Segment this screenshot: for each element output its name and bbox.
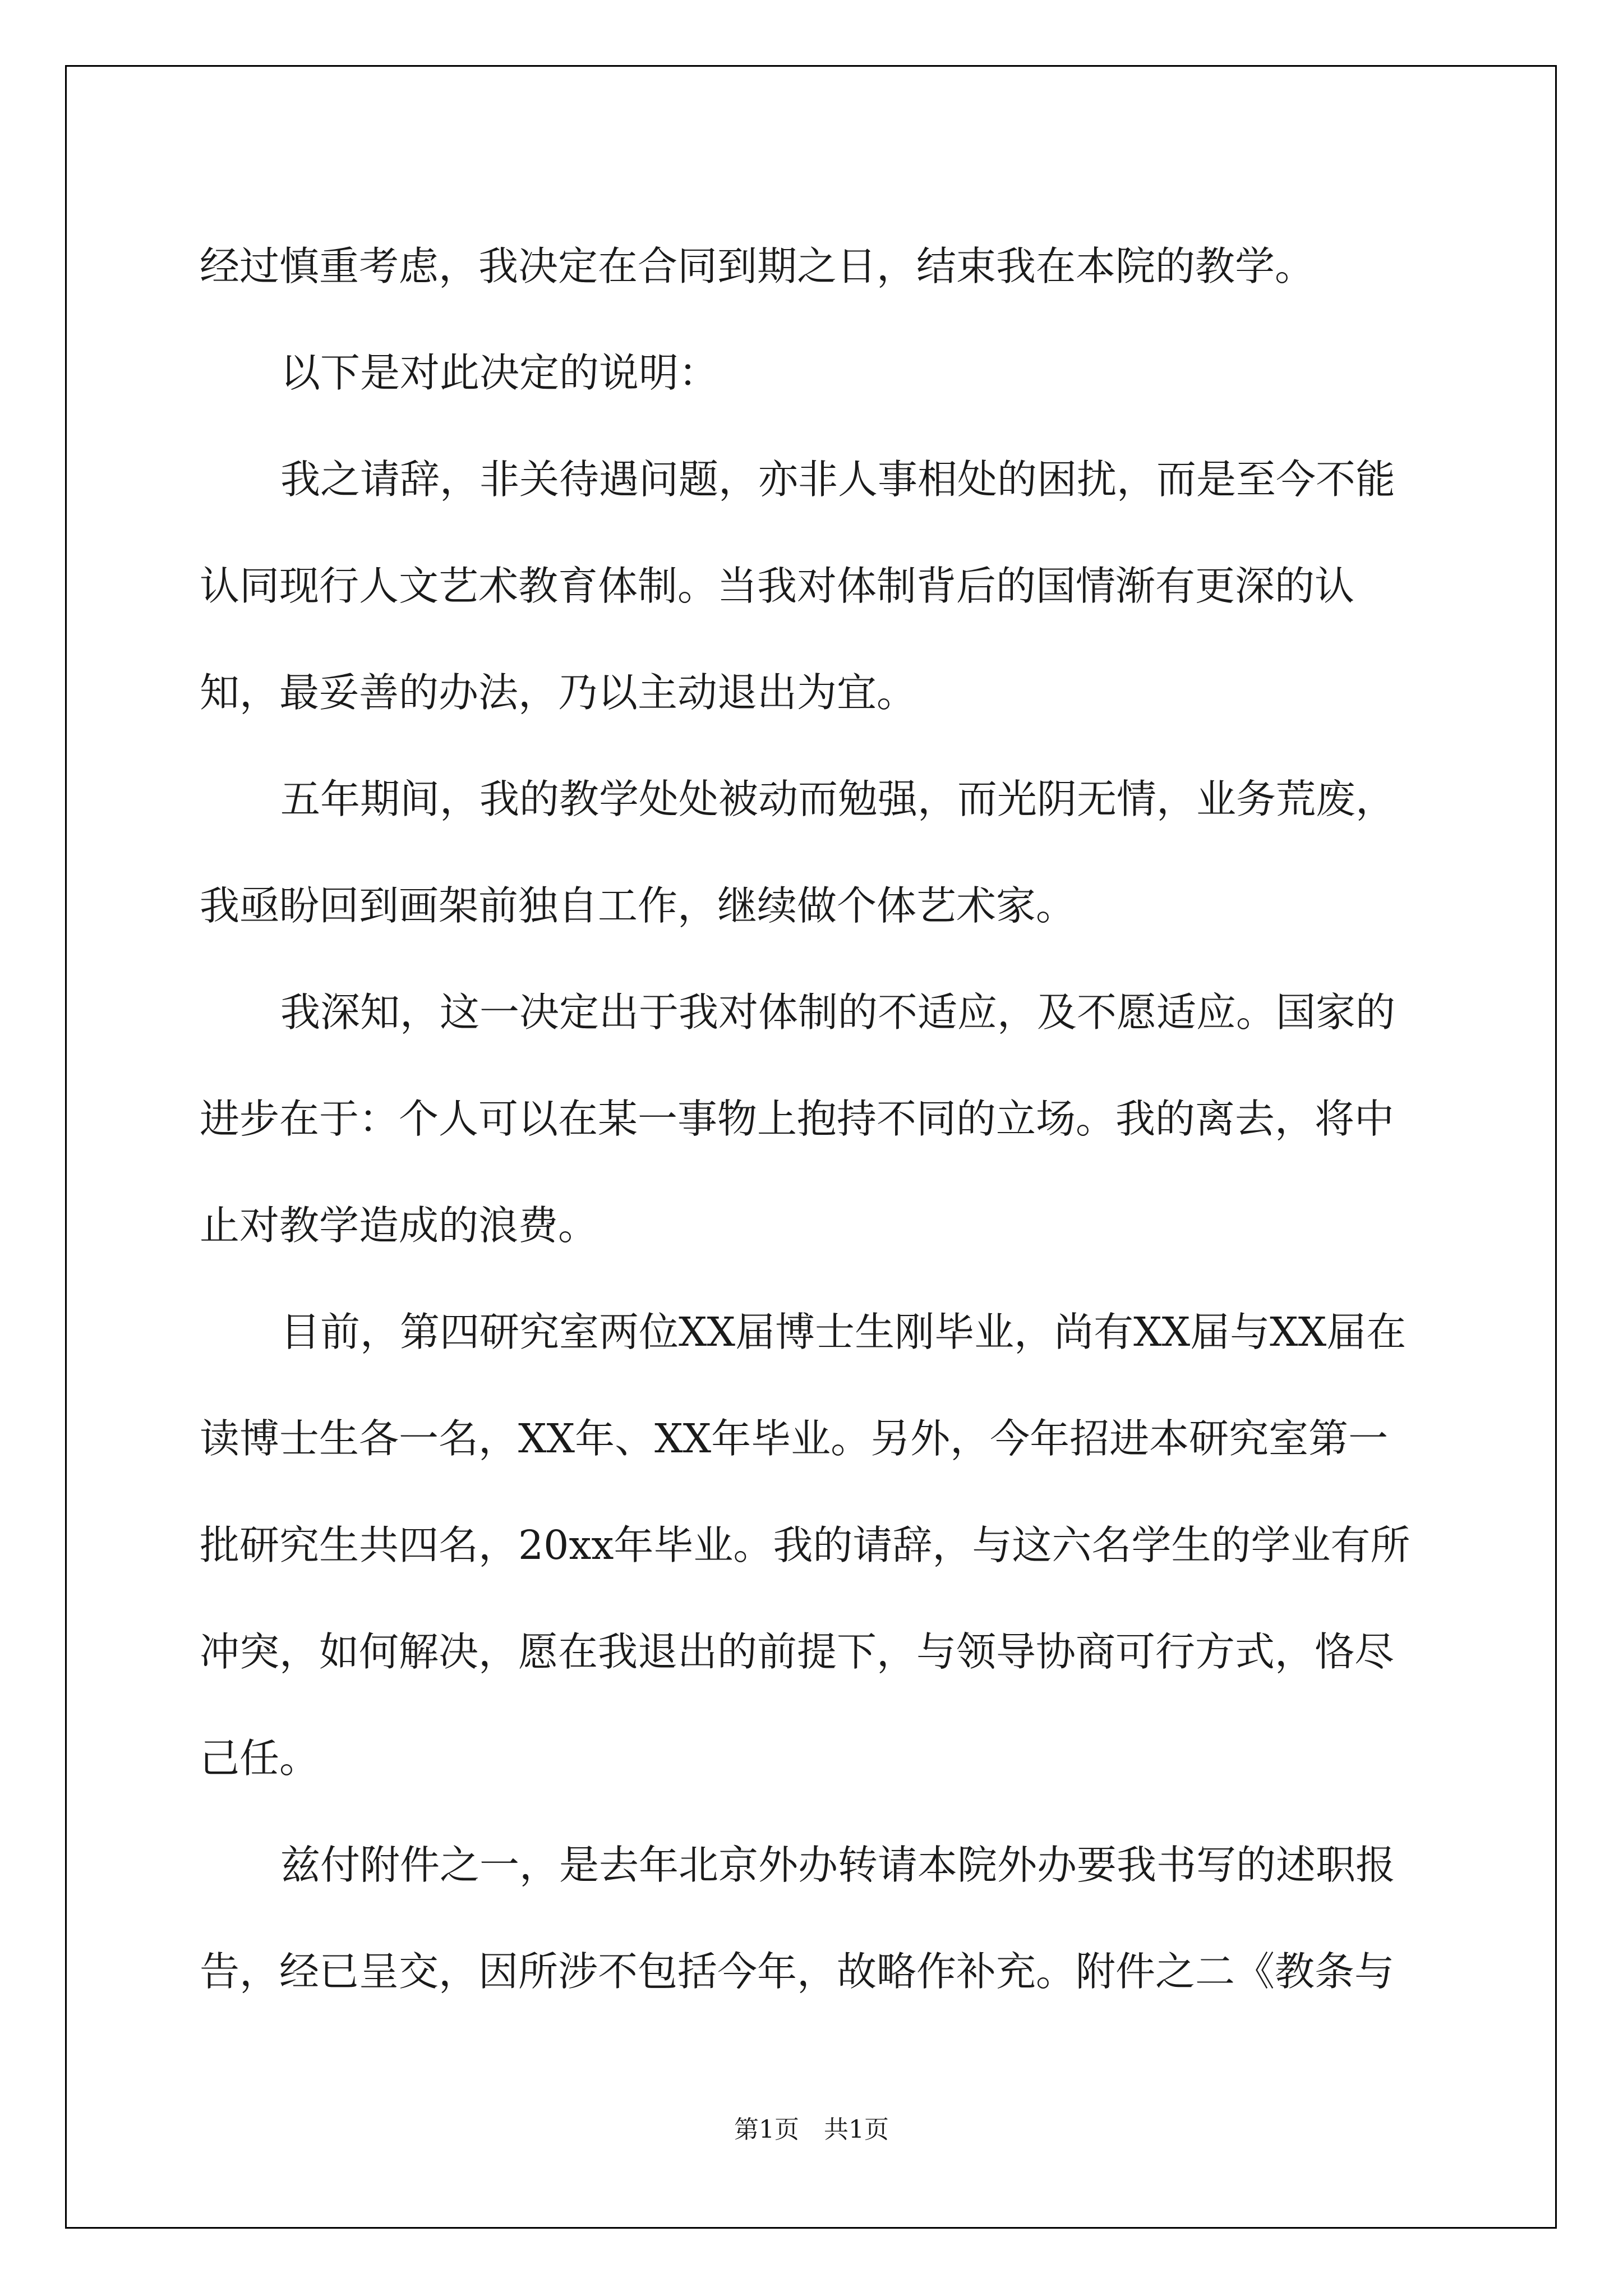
paragraph-6: 目前，第四研究室两位XX届博士生刚毕业，尚有XX届与XX届在读博士生各一名，XX年、XX年毕业。另外，今年招进本研究室第一批研究生共四名，20xx年毕业。我的请辞，与这六名学生的学业有所冲突，如何解决，愿在我退出的前提下，与领导协商可行方式，恪尽己任。 bbox=[200, 1309, 1410, 1782]
paragraph-5: 我深知，这一决定出于我对体制的不适应，及不愿适应。国家的进步在于：个人可以在某一事物上抱持不同的立场。我的离去，将中止对教学造成的浪费。 bbox=[200, 989, 1396, 1249]
paragraph-3: 我之请辞，非关待遇问题，亦非人事相处的困扰，而是至今不能认同现行人文艺术教育体制。当我对体制背后的国情渐有更深的认知，最妥善的办法，乃以主动退出为宜。 bbox=[200, 456, 1396, 716]
paragraph-7: 兹付附件之一，是去年北京外办转请本院外办要我书写的述职报告，经已呈交，因所涉不包括今年，故略作补充。附件之二《教条与 bbox=[200, 1842, 1396, 1995]
paragraph-1: 经过慎重考虑，我决定在合同到期之日，结束我在本院的教学。 bbox=[200, 243, 1315, 289]
paragraph-2: 以下是对此决定的说明： bbox=[280, 349, 719, 396]
page-footer: 第1页 共1页 bbox=[734, 2115, 889, 2144]
document-body bbox=[200, 213, 1428, 2025]
paragraph-4: 五年期间，我的教学处处被动而勉强，而光阴无情，业务荒废，我亟盼回到画架前独自工作，继续做个体艺术家。 bbox=[200, 776, 1396, 929]
